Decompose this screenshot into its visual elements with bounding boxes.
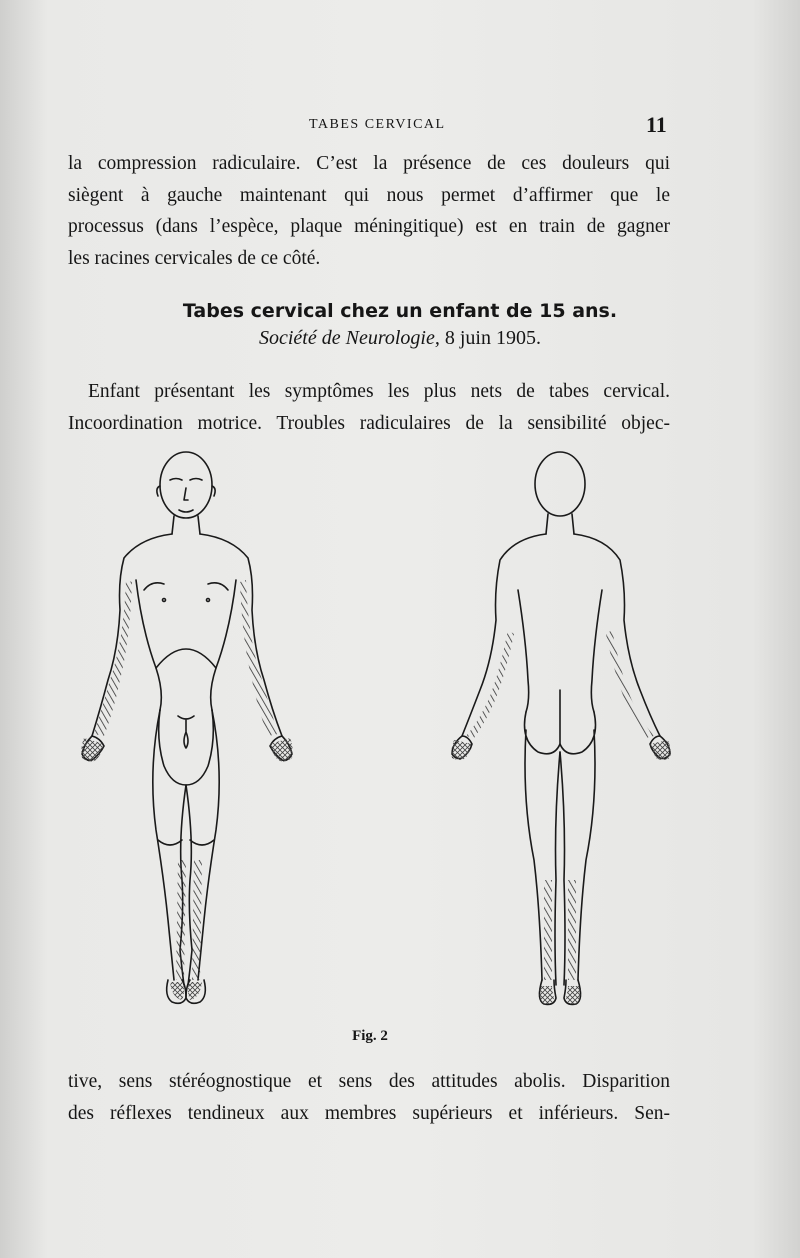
text-line: siègent à gauche maintenant qui nous permet d’affirmer que le bbox=[68, 184, 670, 206]
anatomical-figure bbox=[60, 440, 740, 1030]
text-line: des réflexes tendineux aux membres supérieurs et inférieurs. Sen- bbox=[68, 1102, 670, 1124]
section-title: Tabes cervical chez un enfant de 15 ans. bbox=[182, 300, 618, 322]
back-feet-hatching bbox=[540, 986, 581, 1004]
back-right-arm-hatching bbox=[606, 630, 654, 738]
back-right-leg-hatching bbox=[568, 880, 576, 980]
paragraph-2 bbox=[68, 376, 670, 439]
text-line: les racines cervicales de ce côté. bbox=[68, 247, 321, 269]
text-line: tive, sens stéréognostique et sens des attitudes abolis. Disparition bbox=[68, 1071, 670, 1092]
back-right-hand-hatching bbox=[650, 740, 671, 760]
back-left-leg-hatching bbox=[544, 880, 552, 980]
running-head: TABES CERVICAL bbox=[309, 117, 446, 132]
session-date: 8 juin 1905. bbox=[439, 327, 541, 349]
front-body-figure bbox=[82, 452, 292, 1003]
back-left-arm-hatching bbox=[466, 630, 514, 738]
back-body-figure bbox=[452, 452, 670, 1004]
front-left-leg-hatching bbox=[176, 860, 186, 980]
paragraph-1 bbox=[68, 148, 670, 274]
section-subtitle bbox=[0, 327, 800, 350]
text-line: processus (dans l’espèce, plaque méningitique) est en train de gagner bbox=[68, 216, 670, 237]
figure-caption: Fig. 2 bbox=[352, 1028, 388, 1044]
society-name: Société de Neurologie, bbox=[259, 327, 440, 349]
text-line: la compression radiculaire. C’est la présence de ces douleurs qui bbox=[68, 153, 670, 174]
text-line: Incoordination motrice. Troubles radiculaires de la sensibilité objec- bbox=[68, 412, 670, 434]
front-right-arm-hatching bbox=[240, 580, 278, 736]
text-line: Enfant présentant les symptômes les plus nets de tabes cervical. bbox=[88, 381, 670, 402]
back-left-hand-hatching bbox=[451, 740, 472, 760]
page-number: 11 bbox=[646, 112, 667, 137]
page-header bbox=[0, 114, 800, 140]
paragraph-3 bbox=[68, 1066, 670, 1129]
